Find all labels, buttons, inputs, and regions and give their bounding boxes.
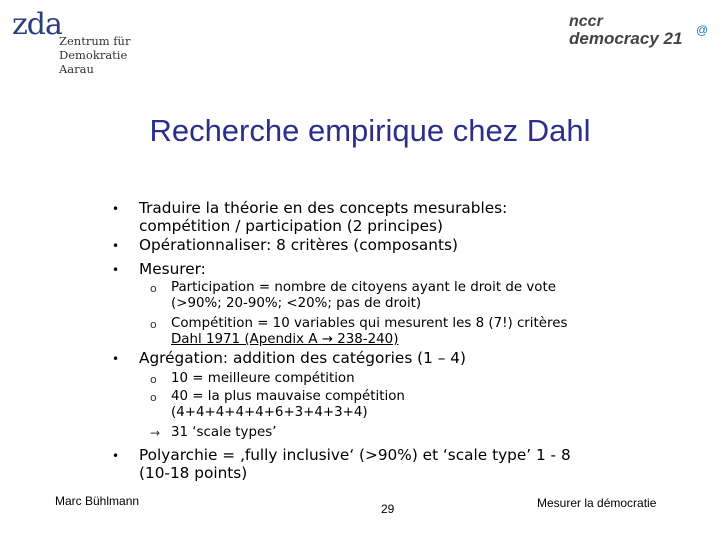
item4-arrow-item: 31 ‘scale types’ <box>171 425 277 440</box>
sub-bullet-icon: o <box>150 318 157 331</box>
nccr-logo-line2: democracy 21 <box>569 29 683 48</box>
item5-line1: Polyarchie = ‚fully inclusive‘ (>90%) et ‘scale type’ 1 - 8 <box>139 446 571 464</box>
bullet-icon: • <box>112 239 120 253</box>
bullet-icon: • <box>112 263 120 277</box>
zda-logo <box>12 7 142 82</box>
sub-bullet-icon: o <box>150 373 157 386</box>
item4-sub1: 10 = meilleure compétition <box>171 371 355 386</box>
zda-logo-line: Aarau <box>59 62 94 76</box>
dahl-reference-link[interactable] <box>171 332 398 348</box>
item4-sub2-line1: 40 = la plus mauvaise compétition <box>171 389 405 404</box>
arrow-icon: → <box>321 332 333 347</box>
nccr-logo-at-mark: @ <box>696 23 709 37</box>
dahl-reference-text-b: 238-240) <box>332 332 399 347</box>
item3-text: Mesurer: <box>139 260 206 278</box>
sub-bullet-icon: o <box>150 391 157 404</box>
nccr-logo-line1: nccr <box>569 13 603 30</box>
sub-bullet-icon: o <box>150 282 157 295</box>
item4-sub2-line2: (4+4+4+4+4+6+3+4+3+4) <box>171 405 368 420</box>
footer-section: Mesurer la démocratie <box>537 496 657 510</box>
item4-text: Agrégation: addition des catégories (1 – 4) <box>139 349 466 367</box>
item5-line2: (10-18 points) <box>139 464 248 482</box>
slide-title: Recherche empirique chez Dahl <box>149 113 591 148</box>
item3-sub2-line1: Compétition = 10 variables qui mesurent les 8 (7!) critères <box>171 316 568 331</box>
item3-sub1-line2: (>90%; 20-90%; <20%; pas de droit) <box>171 296 422 311</box>
zda-logo-line: Zentrum für <box>59 34 131 48</box>
nccr-democracy-logo <box>568 14 718 54</box>
zda-logo-line: Demokratie <box>59 48 128 62</box>
footer-author: Marc Bühlmann <box>55 494 140 508</box>
footer-page-number: 29 <box>381 502 395 516</box>
item1-line2: compétition / participation (2 principes) <box>139 217 443 235</box>
bullet-icon: • <box>112 449 120 463</box>
bullet-icon: • <box>112 202 120 216</box>
item3-sub1-line1: Participation = nombre de citoyens ayant le droit de vote <box>171 280 556 295</box>
bullet-icon: • <box>112 352 120 366</box>
item2-text: Opérationnaliser: 8 critères (composants) <box>139 236 458 254</box>
item1-line1: Traduire la théorie en des concepts mesurables: <box>139 199 508 217</box>
dahl-reference-text-a: Dahl 1971 (Apendix A <box>171 332 322 347</box>
zda-logo-mark: zda <box>12 7 62 42</box>
arrow-icon: → <box>150 426 161 440</box>
